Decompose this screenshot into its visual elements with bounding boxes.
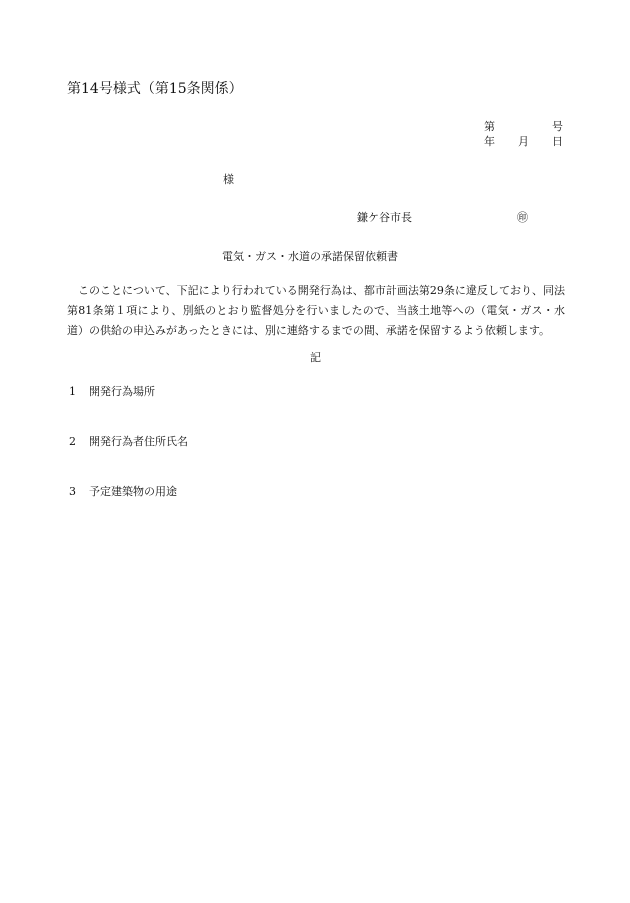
form-title: 第14号様式（第15条関係）	[67, 81, 243, 97]
number-label-go: 号	[552, 120, 563, 133]
date-day-label: 日	[552, 135, 563, 148]
body-paragraph: このことについて、下記により行われている開発行為は、都市計画法第29条に違反しており、同法第81条第１項により、別紙のとおり監督処分を行いましたので、当該土地等への（電気・ガス・水道）の供給の申込みがあったときには、別に連絡するまでの間、承諾を保留するよう依頼します。	[67, 284, 565, 337]
date-month-label: 月	[518, 135, 529, 148]
item-number: 3	[69, 485, 76, 498]
seal-mark: ㊞	[517, 211, 528, 224]
list-item-building-use	[69, 483, 177, 499]
item-number: 2	[69, 435, 76, 448]
item-label: 開発行為場所	[89, 385, 155, 398]
ki-label: 記	[310, 351, 321, 364]
item-number: 1	[69, 385, 76, 398]
document-title: 電気・ガス・水道の承諾保留依頼書	[222, 250, 398, 263]
date-year-label: 年	[484, 135, 495, 148]
item-label: 予定建築物の用途	[89, 485, 177, 498]
item-label: 開発行為者住所氏名	[89, 435, 188, 448]
sender-name: 鎌ケ谷市長	[357, 211, 412, 224]
list-item-developer-address-name	[69, 433, 188, 449]
list-item-development-location	[69, 383, 155, 399]
addressee-suffix: 様	[223, 173, 234, 186]
number-label-dai: 第	[484, 120, 495, 133]
